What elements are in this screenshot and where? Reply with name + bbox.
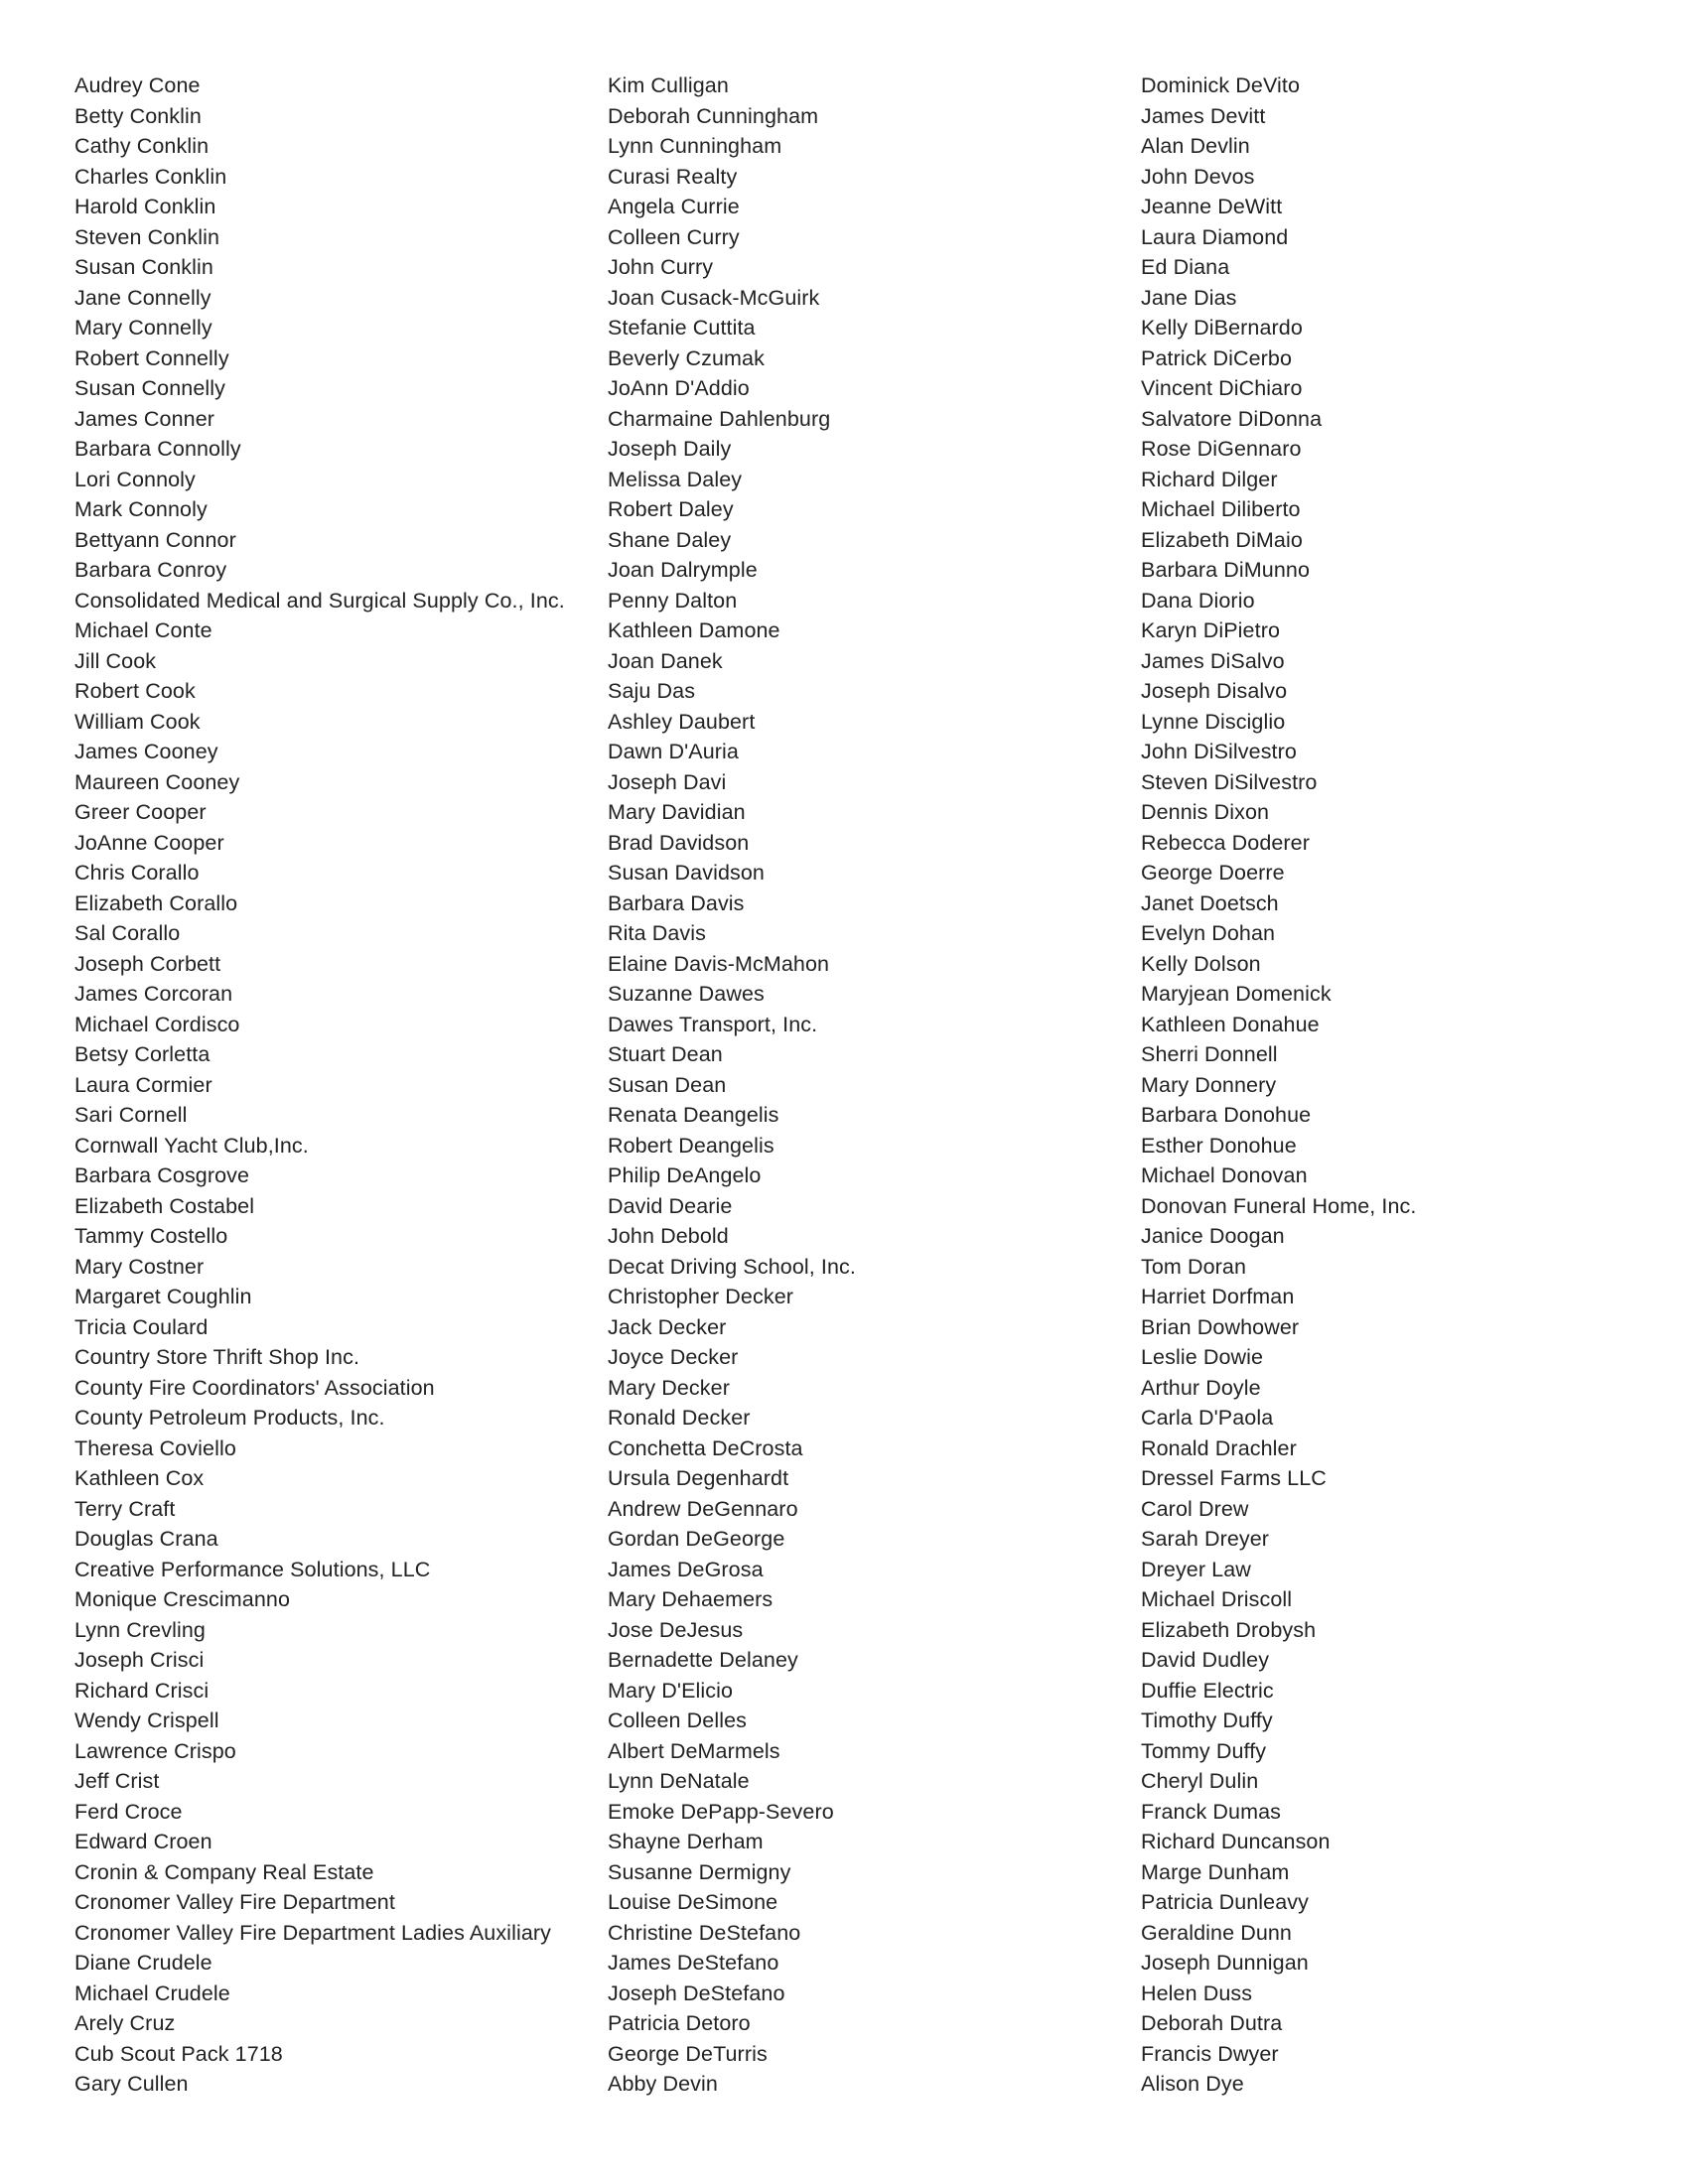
list-item: Cheryl Dulin — [1141, 1769, 1259, 1793]
list-item: Mary Davidian — [608, 800, 746, 824]
list-item: Jeff Crist — [74, 1769, 160, 1793]
list-item: Kelly Dolson — [1141, 951, 1261, 976]
list-item: Barbara Connolly — [74, 437, 241, 461]
list-item: Lynne Disciglio — [1141, 709, 1286, 734]
list-item: Dennis Dixon — [1141, 800, 1270, 824]
list-item: Betty Conklin — [74, 103, 202, 128]
list-item: James Corcoran — [74, 982, 233, 1006]
list-item: Mary Decker — [608, 1375, 730, 1400]
list-item: Decat Driving School, Inc. — [608, 1254, 856, 1279]
list-item: Beverly Czumak — [608, 345, 765, 370]
list-item: Cub Scout Pack 1718 — [74, 2041, 283, 2066]
list-item: Cronomer Valley Fire Department — [74, 1890, 395, 1914]
list-item: Michael Cordisco — [74, 1012, 240, 1036]
list-item: William Cook — [74, 709, 201, 734]
list-item: Charles Conklin — [74, 164, 227, 189]
list-item: Ed Diana — [1141, 255, 1230, 279]
list-item: Christine DeStefano — [608, 1920, 801, 1945]
list-item: Rebecca Doderer — [1141, 830, 1311, 855]
list-item: Angela Currie — [608, 195, 740, 218]
list-item: Carla D'Paola — [1141, 1406, 1274, 1430]
list-item: Mary Connelly — [74, 316, 212, 340]
list-item: Rita Davis — [608, 921, 706, 945]
list-item: Ursula Degenhardt — [608, 1466, 789, 1490]
list-item: George DeTurris — [608, 2041, 768, 2066]
list-item: Elizabeth DiMaio — [1141, 527, 1303, 552]
list-item: Mary Donnery — [1141, 1072, 1277, 1097]
list-item: Patricia Dunleavy — [1141, 1890, 1309, 1914]
list-item: James Devitt — [1141, 103, 1266, 128]
list-item: Karyn DiPietro — [1141, 618, 1281, 642]
list-item: Kathleen Damone — [608, 618, 780, 642]
list-item: Michael Donovan — [1141, 1163, 1308, 1187]
list-item: Edward Croen — [74, 1830, 212, 1853]
list-item: Dressel Farms LLC — [1141, 1466, 1327, 1490]
list-item: Shayne Derham — [608, 1830, 764, 1853]
name-column-3 — [1141, 70, 1688, 2100]
list-item: Carol Drew — [1141, 1496, 1249, 1521]
list-item: JoAnn D'Addio — [608, 376, 750, 400]
list-item: Laura Cormier — [74, 1072, 212, 1097]
list-item: Douglas Crana — [74, 1527, 218, 1551]
list-item: Lynn DeNatale — [608, 1769, 750, 1793]
list-item: Harold Conklin — [74, 195, 216, 218]
list-item: Jeanne DeWitt — [1141, 195, 1283, 218]
list-item: Abby Devin — [608, 2072, 718, 2096]
list-item: David Dudley — [1141, 1648, 1270, 1672]
list-item: Helen Duss — [1141, 1980, 1253, 2005]
list-item: Joyce Decker — [608, 1345, 739, 1369]
list-item: Michael Diliberto — [1141, 497, 1301, 521]
list-item: Renata Deangelis — [608, 1103, 779, 1127]
list-item: County Fire Coordinators' Association — [74, 1375, 435, 1400]
list-item: Susan Dean — [608, 1072, 727, 1097]
list-item: Tammy Costello — [74, 1224, 228, 1248]
list-item: Curasi Realty — [608, 164, 738, 189]
list-item: Patrick DiCerbo — [1141, 345, 1293, 370]
name-column-2 — [608, 70, 1164, 2100]
list-item: Elizabeth Costabel — [74, 1193, 255, 1218]
list-item: Barbara DiMunno — [1141, 558, 1311, 582]
list-item: Maryjean Domenick — [1141, 982, 1332, 1006]
list-item: James DeGrosa — [608, 1557, 764, 1581]
list-item: Monique Crescimanno — [74, 1587, 291, 1611]
list-item: Barbara Donohue — [1141, 1103, 1312, 1127]
list-item: Kim Culligan — [608, 73, 729, 97]
list-item: Richard Dilger — [1141, 467, 1278, 491]
list-item: Penny Dalton — [608, 588, 738, 613]
list-item: Ronald Drachler — [1141, 1435, 1297, 1460]
list-item: Kelly DiBernardo — [1141, 316, 1303, 340]
list-item: Susanne Dermigny — [608, 1859, 791, 1884]
list-item: Janet Doetsch — [1141, 890, 1279, 915]
list-item: Suzanne Dawes — [608, 982, 765, 1006]
list-item: Barbara Cosgrove — [74, 1163, 250, 1187]
list-item: Esther Donohue — [1141, 1133, 1297, 1158]
list-item: JoAnne Cooper — [74, 830, 224, 855]
list-item: Emoke DePapp-Severo — [608, 1799, 834, 1824]
list-item: Elizabeth Corallo — [74, 890, 238, 915]
list-item: Dreyer Law — [1141, 1557, 1251, 1581]
list-item: Michael Conte — [74, 618, 212, 642]
list-item: Francis Dwyer — [1141, 2041, 1279, 2066]
list-item: Jill Cook — [74, 648, 157, 673]
list-item: Joan Dalrymple — [608, 558, 758, 582]
list-item: David Dearie — [608, 1193, 733, 1218]
list-item: Alan Devlin — [1141, 134, 1250, 158]
list-item: Diane Crudele — [74, 1951, 212, 1975]
list-item: Cornwall Yacht Club,Inc. — [74, 1133, 309, 1158]
list-item: Richard Crisci — [74, 1678, 210, 1703]
list-item: John DiSilvestro — [1141, 740, 1297, 763]
list-item: Mary Costner — [74, 1254, 205, 1279]
list-item: Wendy Crispell — [74, 1708, 219, 1732]
list-item: Timothy Duffy — [1141, 1708, 1273, 1732]
list-item: Susan Connelly — [74, 376, 225, 400]
list-item: George Doerre — [1141, 861, 1285, 885]
list-item: Dawes Transport, Inc. — [608, 1012, 818, 1036]
list-item: Kathleen Cox — [74, 1466, 205, 1490]
list-item: Tom Doran — [1141, 1254, 1247, 1279]
list-item: Jose DeJesus — [608, 1617, 744, 1642]
list-item: Ronald Decker — [608, 1406, 751, 1430]
list-item: Barbara Conroy — [74, 558, 227, 582]
list-item: Maureen Cooney — [74, 769, 240, 794]
list-item: Lori Connoly — [74, 467, 196, 491]
list-item: Brad Davidson — [608, 830, 750, 855]
list-item: James Cooney — [74, 740, 218, 763]
list-item: Creative Performance Solutions, LLC — [74, 1557, 431, 1581]
list-item: Arely Cruz — [74, 2011, 176, 2035]
list-item: Geraldine Dunn — [1141, 1920, 1292, 1945]
list-item: Barbara Davis — [608, 890, 745, 915]
list-item: Franck Dumas — [1141, 1799, 1281, 1824]
list-item: Sarah Dreyer — [1141, 1527, 1270, 1551]
list-item: Joseph Davi — [608, 769, 727, 794]
list-item: Jack Decker — [608, 1314, 727, 1339]
list-item: Robert Connelly — [74, 345, 229, 370]
list-item: Charmaine Dahlenburg — [608, 406, 831, 431]
list-item: Colleen Delles — [608, 1708, 748, 1732]
list-item: Andrew DeGennaro — [608, 1496, 798, 1521]
list-item: Evelyn Dohan — [1141, 921, 1276, 945]
list-item: Sal Corallo — [74, 921, 181, 945]
list-item: Betsy Corletta — [74, 1042, 211, 1066]
list-item: Dominick DeVito — [1141, 73, 1301, 97]
list-item: John Curry — [608, 255, 714, 279]
list-item: Deborah Cunningham — [608, 103, 819, 128]
list-item: Ashley Daubert — [608, 709, 756, 734]
list-item: Vincent DiChiaro — [1141, 376, 1303, 400]
list-item: Gordan DeGeorge — [608, 1527, 785, 1551]
list-item: Lynn Cunningham — [608, 134, 782, 158]
list-item: John Devos — [1141, 164, 1255, 189]
list-item: Stefanie Cuttita — [608, 316, 756, 340]
list-item: Ferd Croce — [74, 1799, 183, 1824]
list-item: Rose DiGennaro — [1141, 437, 1302, 461]
list-item: Greer Cooper — [74, 800, 207, 824]
list-item: Brian Dowhower — [1141, 1314, 1300, 1339]
list-item: Shane Daley — [608, 527, 732, 552]
list-item: Dana Diorio — [1141, 588, 1255, 613]
list-item: Joseph DeStefano — [608, 1980, 785, 2005]
list-item: Robert Daley — [608, 497, 734, 521]
list-item: Bettyann Connor — [74, 527, 236, 552]
list-item: Margaret Coughlin — [74, 1285, 252, 1308]
list-item: Steven Conklin — [74, 224, 220, 249]
list-item: Joan Cusack-McGuirk — [608, 285, 820, 310]
list-item: Country Store Thrift Shop Inc. — [74, 1345, 360, 1369]
list-item: Marge Dunham — [1141, 1859, 1290, 1884]
list-item: Kathleen Donahue — [1141, 1012, 1320, 1036]
list-item: Susan Conklin — [74, 255, 213, 279]
list-item: James DeStefano — [608, 1951, 779, 1975]
list-item: Terry Craft — [74, 1496, 176, 1521]
list-item: Philip DeAngelo — [608, 1163, 762, 1187]
list-item: Saju Das — [608, 679, 696, 703]
list-item: Janice Doogan — [1141, 1224, 1285, 1248]
list-item: Cronin & Company Real Estate — [74, 1859, 374, 1884]
list-item: Dawn D'Auria — [608, 740, 739, 763]
list-item: Louise DeSimone — [608, 1890, 778, 1914]
list-item: Steven DiSilvestro — [1141, 769, 1318, 794]
list-item: Cathy Conklin — [74, 134, 210, 158]
list-item: Christopher Decker — [608, 1285, 794, 1308]
list-item: Mark Connoly — [74, 497, 208, 521]
list-item: Audrey Cone — [74, 73, 201, 97]
list-item: James DiSalvo — [1141, 648, 1285, 673]
list-item: Duffie Electric — [1141, 1678, 1274, 1703]
list-item: Gary Cullen — [74, 2072, 189, 2096]
list-item: Theresa Coviello — [74, 1435, 236, 1460]
list-item: Robert Cook — [74, 679, 196, 703]
list-item: Arthur Doyle — [1141, 1375, 1261, 1400]
list-item: Elizabeth Drobysh — [1141, 1617, 1317, 1642]
list-item: Joseph Corbett — [74, 951, 221, 976]
list-item: Laura Diamond — [1141, 224, 1289, 249]
list-item: Lawrence Crispo — [74, 1738, 236, 1763]
list-item: Mary Dehaemers — [608, 1587, 774, 1611]
list-item: Michael Driscoll — [1141, 1587, 1293, 1611]
list-item: Sherri Donnell — [1141, 1042, 1278, 1066]
list-item: Jane Dias — [1141, 285, 1237, 310]
list-item: Jane Connelly — [74, 285, 211, 310]
list-item: Bernadette Delaney — [608, 1648, 798, 1672]
list-item: County Petroleum Products, Inc. — [74, 1406, 385, 1430]
list-item: Donovan Funeral Home, Inc. — [1141, 1193, 1417, 1218]
list-item: Tommy Duffy — [1141, 1738, 1267, 1763]
list-item: Harriet Dorfman — [1141, 1285, 1295, 1308]
list-item: Albert DeMarmels — [608, 1738, 780, 1763]
list-item: John Debold — [608, 1224, 729, 1248]
list-item: Elaine Davis-McMahon — [608, 951, 830, 976]
list-item: Joseph Daily — [608, 437, 732, 461]
list-item: Sari Cornell — [74, 1103, 188, 1127]
list-item: Joseph Dunnigan — [1141, 1951, 1309, 1975]
list-item: Colleen Curry — [608, 224, 740, 249]
list-item: Cronomer Valley Fire Department Ladies Auxiliary — [74, 1920, 551, 1945]
list-item: Patricia Detoro — [608, 2011, 751, 2035]
list-item: Richard Duncanson — [1141, 1830, 1331, 1853]
list-item: Alison Dye — [1141, 2072, 1244, 2096]
list-item: Conchetta DeCrosta — [608, 1435, 803, 1460]
list-item: Joseph Crisci — [74, 1648, 205, 1672]
list-item: Tricia Coulard — [74, 1314, 209, 1339]
list-item: Michael Crudele — [74, 1980, 230, 2005]
list-item: Leslie Dowie — [1141, 1345, 1264, 1369]
name-column-1 — [74, 70, 631, 2100]
list-item: Melissa Daley — [608, 467, 743, 491]
list-item: Stuart Dean — [608, 1042, 723, 1066]
list-item: Salvatore DiDonna — [1141, 406, 1323, 431]
list-item: Robert Deangelis — [608, 1133, 774, 1158]
list-item: Joseph Disalvo — [1141, 679, 1288, 703]
list-item: Susan Davidson — [608, 861, 765, 885]
list-item: Deborah Dutra — [1141, 2011, 1283, 2035]
list-item: James Conner — [74, 406, 215, 431]
list-item: Lynn Crevling — [74, 1617, 206, 1642]
list-item: Mary D'Elicio — [608, 1678, 734, 1703]
list-item: Chris Corallo — [74, 861, 200, 885]
list-item: Consolidated Medical and Surgical Supply Co., Inc. — [74, 588, 565, 613]
list-item: Joan Danek — [608, 648, 723, 673]
